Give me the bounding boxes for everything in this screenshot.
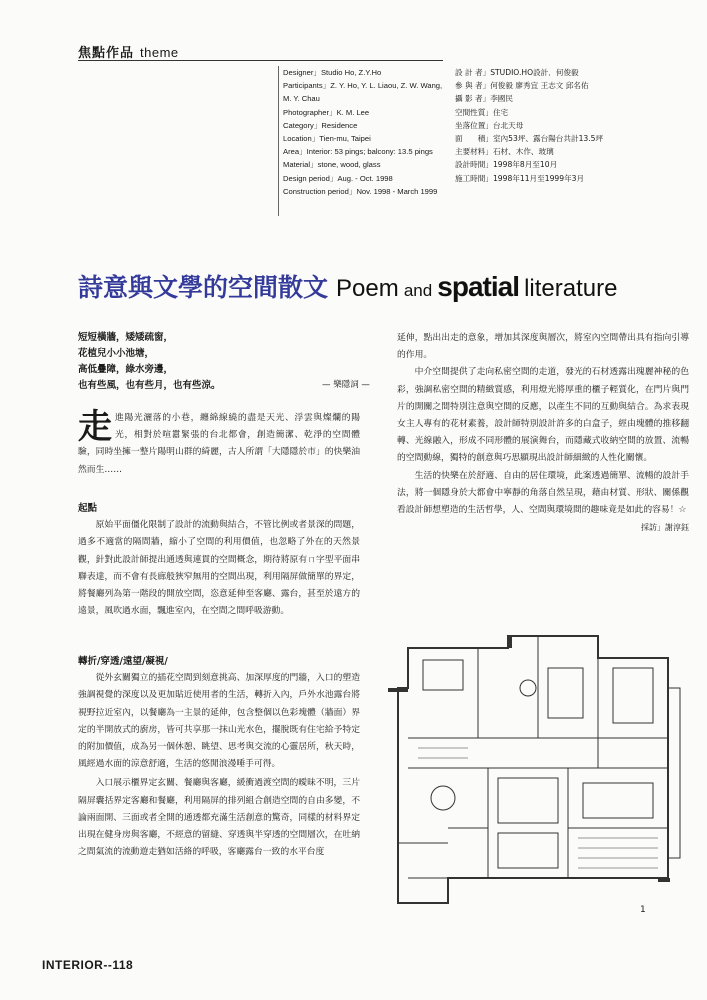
section-turning — [78, 653, 360, 861]
credit-line: Designer」Studio Ho, Z.Y.Ho — [283, 68, 382, 77]
credit-line: Construction period」Nov. 1998 - March 1999 — [283, 186, 438, 196]
poem-line: 短短橫牆，矮矮疏窗， — [78, 332, 174, 343]
credit-line: 設計時間」1998年8月至10月 — [455, 160, 558, 170]
intro-text: 進陽光灑落的小巷，纏綿線繞的盡是天光、浮雲與燦爛的陽光，相對於喧囂緊張的台北都會，創造簡潔、乾淨的空間體驗，同時坐擁一整片陽明山群的綺麗，古人所謂「大隱隱於市」的快樂油然而生…… — [78, 413, 360, 475]
credit-line: 空間性質」住宅 — [455, 107, 509, 117]
right-paragraph: 中介空間提供了走向私密空間的走道，發光的石材透露出瑰麗神秘的色彩，強調私密空間的精緻質感，利用燈光將厚重的櫃子輕質化，在門片與門片的開關之間特別注意與空間的反應，以產生不同的互動與結合。為求表現女主人專有的花材素養，設計師特別設計許多的白盒子，經由塊體的推移翻轉、光線融入，形成不同形體的展演舞台，而隱藏式收納空間的放置、流暢的空間動線，獨特的創意與巧思顯現出設計師細緻的人性化關懷。 — [397, 367, 689, 464]
poem-line: 花植兒小小池塘， — [78, 348, 155, 359]
section-heading: 轉折/穿透/遠望/凝視/ — [78, 656, 168, 667]
floor-plan-drawing — [368, 628, 686, 918]
right-paragraph: 延伸，點出出走的意象，增加其深度與層次，將室內空間帶出具有指向引導的作用。 — [397, 333, 689, 361]
credit-line: Material」stone, wood, glass — [283, 160, 381, 170]
credit-line: Area」Interior: 53 pings; balcony: 13.5 pings — [283, 147, 433, 157]
section-tag-en: theme — [140, 45, 179, 60]
credit-line: Participants」Z. Y. Ho, Y. L. Liaou, Z. W. Wang, — [283, 81, 443, 91]
credit-line: 攝 影 者」李國民 — [455, 94, 513, 104]
credits-divider — [278, 66, 279, 216]
credit-line: Category」Residence — [283, 120, 358, 130]
byline: 採訪」謝淳鈺 — [641, 523, 689, 533]
section-paragraph: 從外玄關獨立的插花空間到刻意挑高、加深厚度的門牆，入口的塑造強調視覺的深度以及更加貼近使用者的生活，轉折入內，戶外水池露台將視野拉近室內，以餐廳為一主景的延伸，包含整個以色彩塊體（牆面）界定的半開放式的廚房，皆可共享那一抹山光水色，擺脫既有住宅給予特定的附加價值，成為另一個休憩、眺望、思考與交流的心靈居所，秋天時，風經過水面的涼意舒適，生活的悠閒浪漫唾手可得。 — [78, 673, 360, 770]
title-en-literature: literature — [524, 275, 618, 302]
page-footer — [42, 958, 133, 972]
title-en-poem: Poem — [336, 275, 399, 302]
section-heading: 起點 — [78, 503, 98, 514]
floor-plan-image — [368, 628, 686, 918]
intro-paragraph — [78, 407, 360, 479]
credit-line: Photographer」K. M. Lee — [283, 107, 370, 117]
section-starting-point — [78, 500, 360, 620]
credits-english — [283, 66, 443, 198]
section-paragraph: 入口展示櫃界定玄關、餐廳與客廳，緩衝過渡空間的曖昧不明，三片隔屏囊括界定客廳和餐廳，利用隔屏的排列組合創造空間的自由多變，不論兩面開、三面或者全開的通透都充滿生活創意的驚奇，同樣的材料界定出現在健身房與客廳，不經意的留縫、穿透與半穿透的空間層次，在吐納之間氣流的流動遊走猶如活絡的呼吸，客廳露台一致的水平台度 — [78, 778, 360, 858]
credit-line: 設 計 者」STUDIO.HO設計．何俊毅 — [455, 68, 579, 77]
credit-line: Location」Tien-mu, Taipei — [283, 134, 371, 144]
article-title — [78, 268, 688, 308]
credit-line: Design period」Aug. - Oct. 1998 — [283, 173, 393, 183]
credits-chinese — [455, 66, 690, 185]
credit-line: 坐落位置」台北天母 — [455, 120, 524, 130]
poem-author: — 樂隱詞 — — [322, 380, 370, 390]
section-tag — [78, 42, 179, 61]
right-paragraph: 生活的快樂在於舒適、自由的居住環境，此案透過簡單、流暢的設計手法，將一個隱身於大都會中寧靜的角落自然呈現，藉由材質、形狀、關係觀看設計師想塑造的生活哲學，人、空間與環境間的趣味竟是如此的容易！☆ — [397, 470, 689, 516]
title-en-spatial: spatial — [437, 271, 519, 302]
drop-cap: 走 — [78, 407, 112, 447]
title-en-and: and — [403, 281, 433, 300]
credit-line: 參 與 者」何俊毅 廖秀宜 王志文 邱名佑 — [455, 81, 589, 91]
credit-line: 面 積」室內53坪、露台陽台共計13.5坪 — [455, 134, 604, 144]
title-zh: 詩意與文學的空間散文 — [78, 273, 329, 302]
magazine-name: INTERIOR — [42, 958, 104, 972]
credit-line: M. Y. Chau — [283, 94, 320, 104]
header-rule — [78, 60, 443, 61]
page-mark: 1 — [640, 905, 646, 915]
credit-line: 施工時間」1998年11月至1999年3月 — [455, 173, 585, 183]
poem-line: 也有些風，也有些月，也有些涼。 — [78, 380, 221, 391]
page-number: --118 — [103, 958, 134, 972]
poem-line: 高低疊障，綠水旁邊， — [78, 364, 174, 375]
credit-line: 主要材料」石材、木作、玻璃 — [455, 147, 554, 157]
section-paragraph: 原始平面僵化限制了設計的流動與結合，不管比例或者景深的問題，過多不適當的隔間牆，縮小了空間的利用價值，也忽略了外在的天然景觀，針對此設計師提出通透與連貫的空間概念，期待將原有ㄇ字型平面串聯表達，而不會有長廊般狹窄無用的空間出現，利用隔屏做簡單的界定，將餐廳列為第一階段的開放空間，恣意延伸至客廳、露台，甚至於遠方的遠景，風吹過水面，飄進室內，在空間之間呼吸游動。 — [78, 520, 360, 617]
right-column-text — [397, 330, 689, 536]
section-tag-zh: 焦點作品 — [78, 46, 135, 61]
